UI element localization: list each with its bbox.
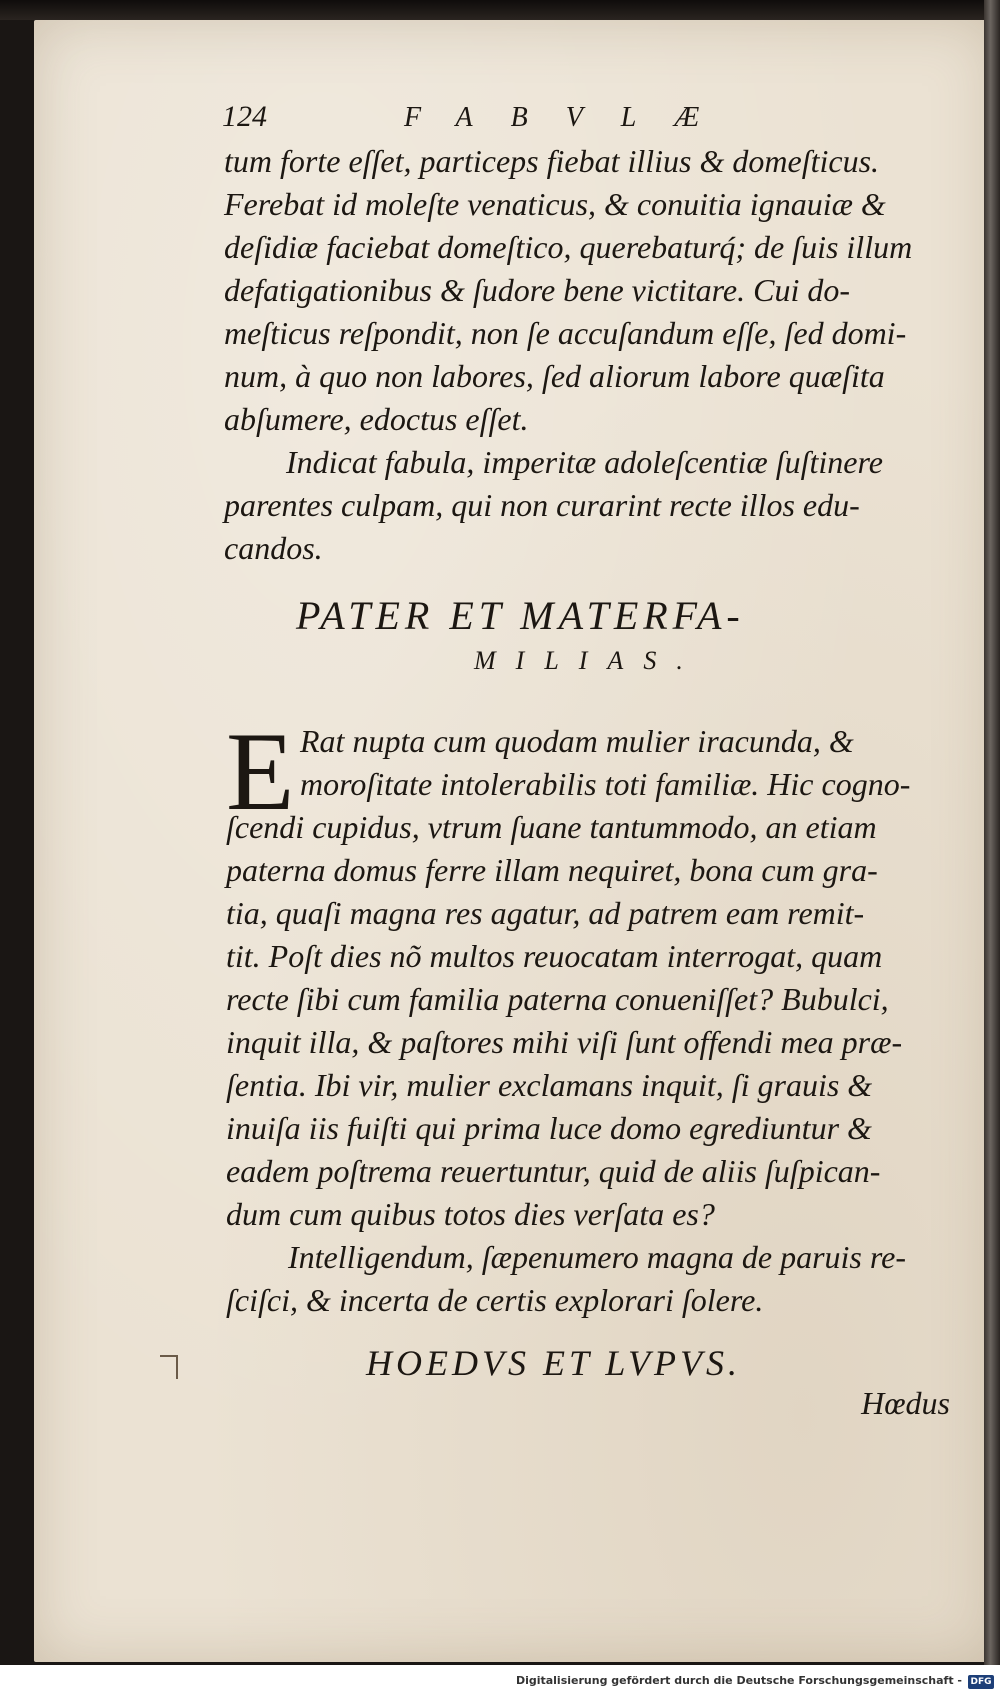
text-line: Ferebat id moleſte venaticus, & conuitia ignauiæ & [224, 186, 886, 222]
moral-line: Intelligendum, ſæpenumero magna de paruis re- [288, 1239, 906, 1275]
fable2-title-line2: MILIAS. [474, 646, 703, 675]
text-line: recte ſibi cum familia paterna conueniſſet? Bubulci, [226, 981, 889, 1017]
page-header [222, 100, 952, 136]
moral-line: candos. [224, 530, 323, 566]
text-line: inquit illa, & paſtores mihi viſi ſunt offendi mea præ- [226, 1024, 903, 1060]
text-line: moroſitate intolerabilis toti familiæ. Hic cogno- [300, 766, 911, 802]
text-line: eadem poſtrema reuertuntur, quid de aliis ſuſpican- [226, 1153, 881, 1189]
drop-cap: E [226, 710, 295, 834]
fable2-text [226, 806, 906, 1322]
scan-top-edge [0, 0, 1000, 20]
text-line: num, à quo non labores, ſed aliorum labore quæſita [224, 358, 885, 394]
fable1-text [224, 140, 912, 570]
moral-line: parentes culpam, qui non curarint recte illos edu- [224, 487, 860, 523]
running-head: FABVLÆ [404, 102, 738, 133]
moral-line: Indicat fabula, imperitæ adoleſcentiæ ſuſtinere [286, 444, 883, 480]
text-line: deſidiæ faciebat domeſtico, querebaturq́; de ſuis illum [224, 229, 913, 265]
text-line: dum cum quibus totos dies verſata es? [226, 1196, 715, 1232]
text-line: Rat nupta cum quodam mulier iracunda, & [300, 723, 854, 759]
page-number: 124 [222, 100, 267, 133]
text-line: ſentia. Ibi vir, mulier exclamans inquit, ſi grauis & [226, 1067, 873, 1103]
fable2-opening [300, 720, 910, 806]
text-line: meſticus reſpondit, non ſe accuſandum eſſe, ſed domi- [224, 315, 907, 351]
fable2-title-line1: PATER ET MATERFA- [296, 593, 745, 638]
catchword: Hœdus [861, 1385, 950, 1421]
text-line: ſcendi cupidus, vtrum ſuane tantummodo, an etiam [226, 809, 877, 845]
fable3-title: HOEDVS ET LVPVS. [366, 1343, 741, 1383]
funding-credit: Digitalisierung gefördert durch die Deutsche Forschungsgemeinschaft - [515, 1674, 962, 1687]
text-line: inuiſa iis fuiſti qui prima luce domo egrediuntur & [226, 1110, 872, 1146]
text-line: tia, quaſi magna res agatur, ad patrem eam remit- [226, 895, 865, 931]
footer-bar [0, 1665, 1000, 1697]
text-line: tit. Poſt dies nõ multos reuocatam interrogat, quam [226, 938, 883, 974]
text-line: defatigationibus & ſudore bene victitare. Cui do- [224, 272, 850, 308]
text-line: paterna domus ferre illam nequiret, bona cum gra- [226, 852, 878, 888]
text-line: abſumere, edoctus eſſet. [224, 401, 529, 437]
text-line: tum forte eſſet, particeps fiebat illius & domeſticus. [224, 143, 880, 179]
moral-line: ſciſci, & incerta de certis explorari ſolere. [226, 1282, 764, 1318]
margin-mark [160, 1355, 178, 1379]
book-spine-edge [984, 0, 1000, 1665]
dfg-logo-icon[interactable]: DFG [968, 1675, 994, 1689]
